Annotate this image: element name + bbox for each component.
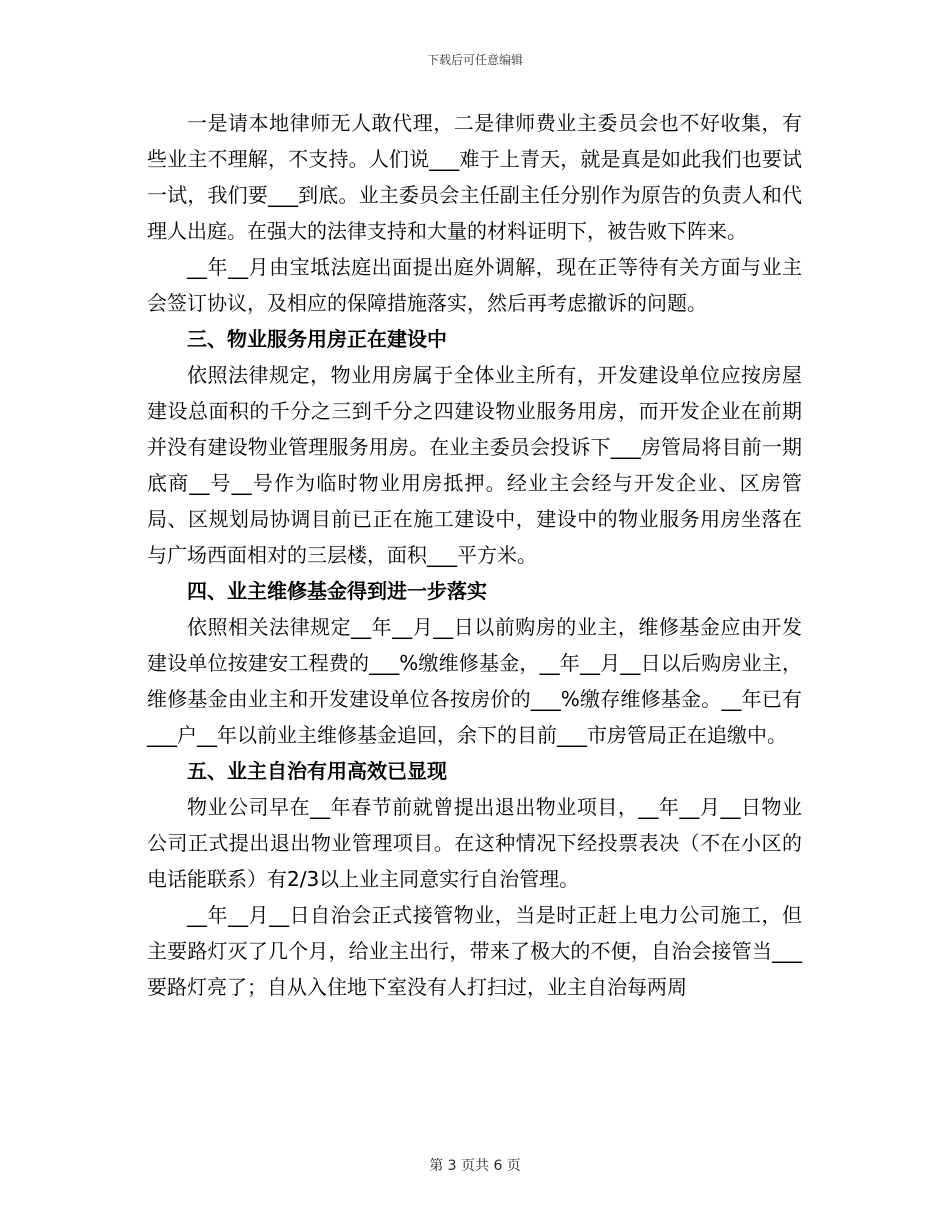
section-heading-maintenance-fund: 四、业主维修基金得到进一步落实	[187, 579, 487, 603]
paragraph-mediation: __年__月由宝坻法庭出面提出庭外调解，现在正等待有关方面与业主会签订协议，及相应的保障措施落实，然后再考虑撤诉的问题。	[147, 255, 802, 315]
page-header: 下载后可任意编辑	[426, 53, 523, 67]
document-body	[147, 105, 802, 1005]
page-footer: 第 3 页共 6 页	[429, 1158, 521, 1174]
section-heading-self-governance: 五、业主自治有用高效已显现	[187, 759, 447, 783]
paragraph-service-housing: 依照法律规定，物业用房属于全体业主所有，开发建设单位应按房屋建设总面积的千分之三到千分之四建设物业服务用房，而开发企业在前期并没有建设物业管理服务用房。在业主委员会投诉下___房管局将目前一期底商__号__号作为临时物业用房抵押。经业主会经与开发企业、区房管局、区规划局协调目前已正在施工建设中，建设中的物业服务用房坐落在与广场西面相对的三层楼，面积___平方米。	[147, 363, 802, 567]
section-heading-service-housing: 三、物业服务用房正在建设中	[187, 327, 447, 351]
paragraph-self-governance: 物业公司早在__年春节前就曾提出退出物业项目，__年__月__日物业公司正式提出退出物业管理项目。在这种情况下经投票表决（不在小区的电话能联系）有2/3以上业主同意实行自治管理。	[147, 795, 802, 891]
paragraph-takeover: __年__月__日自治会正式接管物业，当是时正赶上电力公司施工，但主要路灯灭了几个月，给业主出行，带来了极大的不便，自治会接管当___要路灯亮了；自从入住地下室没有人打扫过，业主自治每两周	[147, 903, 802, 999]
paragraph-lawsuit: 一是请本地律师无人敢代理，二是律师费业主委员会也不好收集，有些业主不理解，不支持。人们说___难于上青天，就是真是如此我们也要试一试，我们要___到底。业主委员会主任副主任分别作为原告的负责人和代理人出庭。在强大的法律支持和大量的材料证明下，被告败下阵来。	[147, 111, 802, 243]
paragraph-maintenance-fund: 依照相关法律规定__年__月__日以前购房的业主，维修基金应由开发建设单位按建安工程费的___%缴维修基金，__年__月__日以后购房业主，维修基金由业主和开发建设单位各按房价的___%缴存维修基金。__年已有___户__年以前业主维修基金追回，余下的目前___市房管局正在追缴中。	[147, 615, 802, 747]
